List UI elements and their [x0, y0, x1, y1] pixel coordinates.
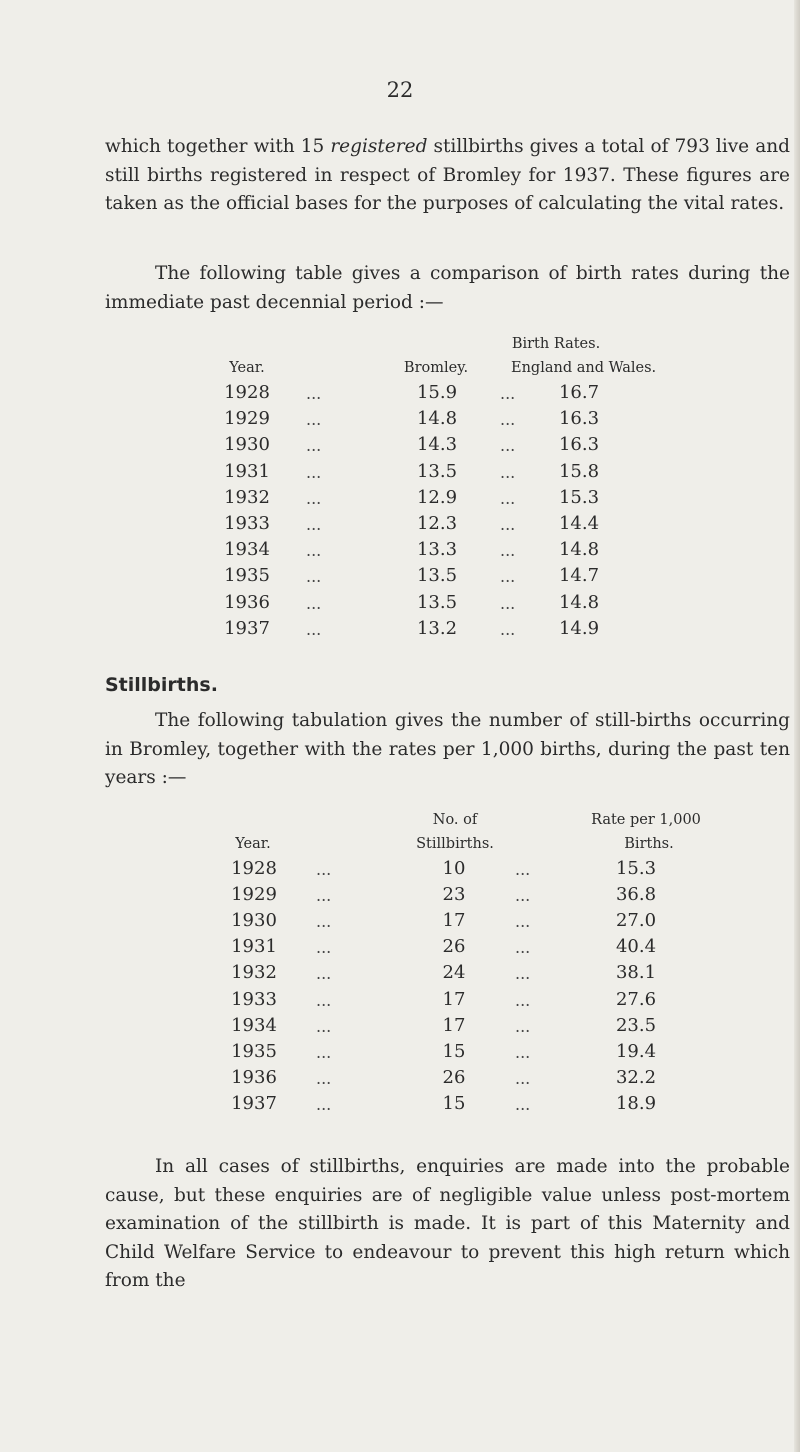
birth-col-year: Year.: [229, 360, 265, 376]
row-separator-dots: ...: [306, 567, 322, 587]
birth-row-year: 1934: [224, 539, 270, 561]
stillbirth-row-year: 1929: [231, 884, 277, 906]
paragraph-enquiries: [105, 1153, 790, 1296]
birth-row-england-rate: 14.8: [558, 539, 600, 561]
birth-rates-group-header: Birth Rates.: [511, 336, 601, 352]
row-separator-dots: ...: [306, 488, 322, 508]
stillbirth-row-number: 24: [442, 962, 466, 984]
row-separator-dots: ...: [316, 964, 332, 984]
stillbirth-row-rate: 23.5: [615, 1014, 657, 1036]
row-separator-dots: ...: [500, 410, 516, 430]
birth-row-year: 1931: [224, 460, 270, 482]
paragraph2-text: The following table gives a comparison of birth rates during the immediate past decennial period :—: [105, 263, 790, 313]
birth-row-england-rate: 16.3: [558, 408, 600, 430]
row-separator-dots: ...: [500, 567, 516, 587]
row-separator-dots: ...: [316, 886, 332, 906]
birth-col-bromley: Bromley.: [403, 360, 469, 376]
stillbirth-row-rate: 36.8: [615, 884, 657, 906]
row-separator-dots: ...: [316, 1016, 332, 1036]
stillbirth-row-year: 1934: [231, 1014, 277, 1036]
birth-row-england-rate: 16.3: [558, 434, 600, 456]
stillbirth-row-number: 26: [442, 1066, 466, 1088]
birth-row-bromley-rate: 13.5: [416, 460, 458, 482]
row-separator-dots: ...: [515, 912, 531, 932]
stillbirth-row-year: 1935: [231, 1040, 277, 1062]
birth-row-england-rate: 14.7: [558, 565, 600, 587]
row-separator-dots: ...: [500, 515, 516, 534]
birth-row-year: 1937: [224, 617, 270, 639]
paragraph1-emphasis: registered: [330, 136, 428, 157]
row-separator-dots: ...: [306, 462, 322, 482]
birth-row-england-rate: 15.8: [558, 460, 600, 482]
birth-row-bromley-rate: 13.5: [416, 591, 458, 613]
still-col-rate-line1: Rate per 1,000: [591, 812, 701, 828]
paragraph-birth-rate-intro: [105, 260, 790, 317]
row-separator-dots: ...: [500, 593, 516, 613]
birth-row-year: 1935: [224, 565, 270, 587]
stillbirth-row-number: 17: [442, 988, 466, 1010]
row-separator-dots: ...: [306, 436, 322, 456]
row-separator-dots: ...: [316, 1094, 332, 1114]
row-separator-dots: ...: [500, 436, 516, 456]
birth-row-bromley-rate: 13.5: [416, 565, 458, 587]
paragraph-registered-stillbirths: [105, 133, 790, 219]
birth-row-bromley-rate: 13.2: [416, 617, 458, 639]
row-separator-dots: ...: [316, 1068, 332, 1088]
row-separator-dots: ...: [515, 886, 531, 906]
stillbirth-row-rate: 27.0: [615, 910, 657, 932]
row-separator-dots: ...: [500, 462, 516, 482]
row-separator-dots: ...: [500, 541, 516, 561]
stillbirth-row-rate: 32.2: [615, 1066, 657, 1088]
birth-row-bromley-rate: 15.9: [416, 382, 458, 403]
row-separator-dots: ...: [316, 860, 332, 879]
stillbirth-row-rate: 40.4: [615, 936, 657, 958]
birth-row-bromley-rate: 14.3: [416, 434, 458, 456]
birth-row-bromley-rate: 12.3: [416, 513, 458, 534]
stillbirth-row-year: 1936: [231, 1066, 277, 1088]
stillbirth-row-rate: 18.9: [615, 1092, 657, 1114]
paragraph1-text-before: which together with 15: [105, 136, 331, 157]
paragraph3-text: The following tabulation gives the number of still-births occurring in Bromley, together with the rates per 1,000 births, during the past ten years :—: [105, 710, 790, 788]
row-separator-dots: ...: [316, 1042, 332, 1062]
page-edge: [794, 0, 800, 1452]
birth-row-england-rate: 15.3: [558, 486, 600, 508]
stillbirth-row-number: 26: [442, 936, 466, 958]
row-separator-dots: ...: [515, 990, 531, 1010]
row-separator-dots: ...: [515, 1016, 531, 1036]
row-separator-dots: ...: [316, 938, 332, 958]
row-separator-dots: ...: [316, 912, 332, 932]
row-separator-dots: ...: [306, 384, 322, 403]
stillbirth-row-number: 15: [442, 1092, 466, 1114]
row-separator-dots: ...: [306, 410, 322, 430]
row-separator-dots: ...: [306, 515, 322, 534]
birth-row-bromley-rate: 12.9: [416, 486, 458, 508]
row-separator-dots: ...: [500, 384, 516, 403]
still-col-year: Year.: [235, 836, 271, 852]
row-separator-dots: ...: [515, 1042, 531, 1062]
stillbirth-row-year: 1937: [231, 1092, 277, 1114]
stillbirth-row-rate: 19.4: [615, 1040, 657, 1062]
row-separator-dots: ...: [306, 541, 322, 561]
stillbirth-row-rate: 27.6: [615, 988, 657, 1010]
row-separator-dots: ...: [515, 938, 531, 958]
birth-col-england-wales: England and Wales.: [511, 360, 657, 376]
row-separator-dots: ...: [515, 964, 531, 984]
stillbirth-row-number: 10: [442, 858, 466, 879]
stillbirth-row-number: 17: [442, 910, 466, 932]
stillbirths-heading: Stillbirths.: [105, 674, 218, 696]
birth-row-year: 1930: [224, 434, 270, 456]
birth-row-year: 1933: [224, 513, 270, 534]
page-number: 22: [386, 78, 414, 102]
birth-row-year: 1936: [224, 591, 270, 613]
stillbirth-row-year: 1930: [231, 910, 277, 932]
stillbirth-row-rate: 15.3: [615, 858, 657, 879]
stillbirth-row-year: 1932: [231, 962, 277, 984]
row-separator-dots: ...: [500, 619, 516, 639]
stillbirth-row-number: 23: [442, 884, 466, 906]
row-separator-dots: ...: [306, 619, 322, 639]
still-col-rate-line2: Births.: [624, 836, 674, 852]
paragraph1-text-after: stillbirths gives a total of 793 live and still births registered in respect of Bromley for 1937. These figures are taken as the official bases for the purposes of calculating the vital rates.: [105, 136, 790, 214]
birth-row-england-rate: 14.4: [558, 513, 600, 534]
row-separator-dots: ...: [306, 593, 322, 613]
row-separator-dots: ...: [500, 488, 516, 508]
stillbirth-row-year: 1931: [231, 936, 277, 958]
stillbirth-row-rate: 38.1: [615, 962, 657, 984]
birth-row-bromley-rate: 14.8: [416, 408, 458, 430]
birth-row-england-rate: 14.9: [558, 617, 600, 639]
stillbirth-row-year: 1933: [231, 988, 277, 1010]
birth-row-year: 1932: [224, 486, 270, 508]
birth-row-bromley-rate: 13.3: [416, 539, 458, 561]
paragraph4-text: In all cases of stillbirths, enquiries are made into the probable cause, but these enquiries are of negligible value unless post-mortem examination of the stillbirth is made. It is part of this Maternity and Child Welfare Service to endeavour to prevent this high return which from the: [105, 1156, 790, 1291]
still-col-number-line1: No. of: [432, 812, 478, 828]
row-separator-dots: ...: [515, 1068, 531, 1088]
birth-row-england-rate: 16.7: [558, 382, 600, 403]
stillbirth-row-number: 15: [442, 1040, 466, 1062]
row-separator-dots: ...: [515, 1094, 531, 1114]
stillbirth-row-year: 1928: [231, 858, 277, 879]
birth-row-year: 1928: [224, 382, 270, 403]
stillbirth-row-number: 17: [442, 1014, 466, 1036]
birth-row-year: 1929: [224, 408, 270, 430]
birth-row-england-rate: 14.8: [558, 591, 600, 613]
paragraph-stillbirth-intro: [105, 707, 790, 793]
still-col-number-line2: Stillbirths.: [416, 836, 494, 852]
row-separator-dots: ...: [515, 860, 531, 879]
row-separator-dots: ...: [316, 990, 332, 1010]
